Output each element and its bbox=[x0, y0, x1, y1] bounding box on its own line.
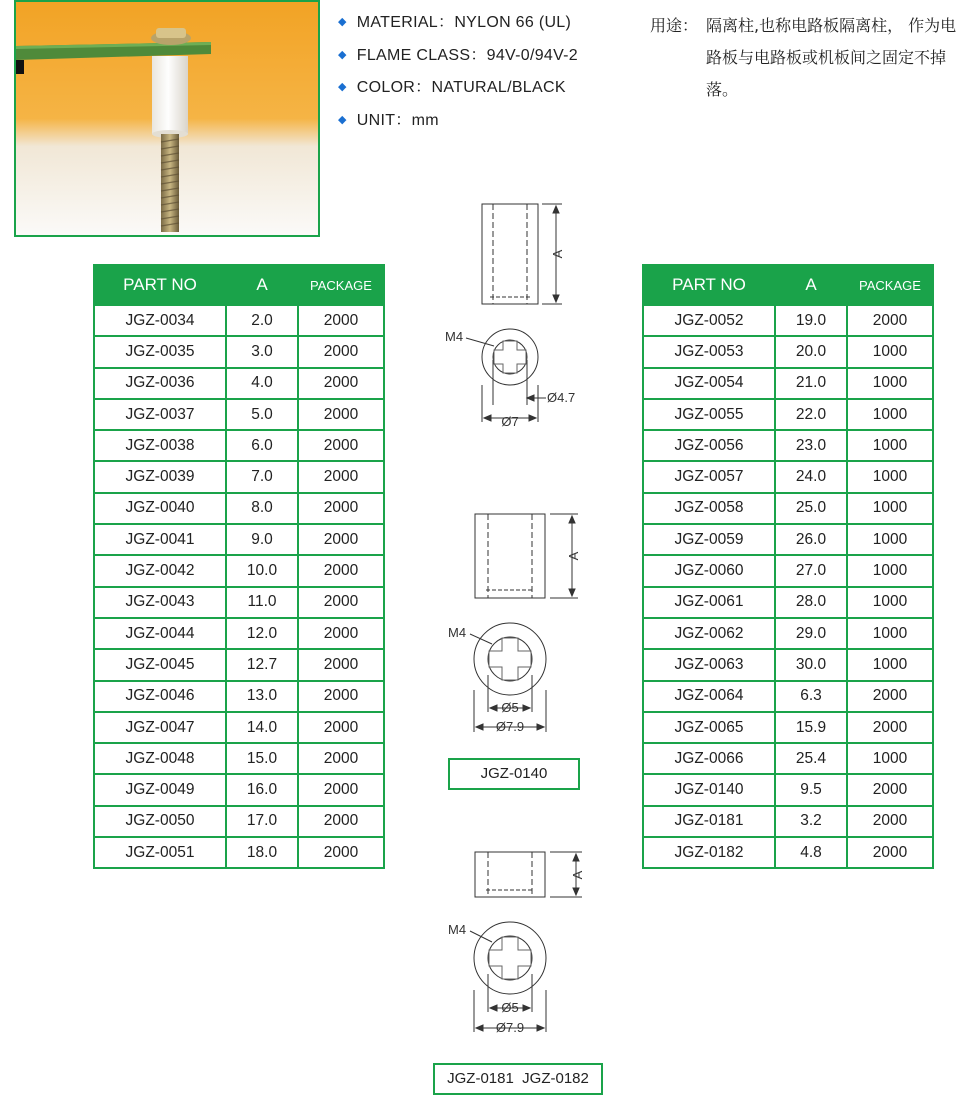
cell-package: 1000 bbox=[847, 743, 933, 774]
cell-a: 24.0 bbox=[775, 461, 847, 492]
part-table-right bbox=[642, 264, 934, 869]
table-row bbox=[94, 712, 384, 743]
table-row bbox=[643, 430, 933, 461]
cell-a: 28.0 bbox=[775, 587, 847, 618]
cell-part-no: JGZ-0056 bbox=[643, 430, 775, 461]
thread-label: M4 bbox=[448, 625, 467, 640]
cell-a: 3.2 bbox=[775, 806, 847, 837]
cell-part-no: JGZ-0050 bbox=[94, 806, 226, 837]
header-a: A bbox=[226, 265, 298, 305]
diamond-bullet-icon: ◆ bbox=[338, 48, 347, 61]
cell-package: 2000 bbox=[298, 524, 384, 555]
cell-package: 1000 bbox=[847, 618, 933, 649]
cell-part-no: JGZ-0038 bbox=[94, 430, 226, 461]
cell-package: 2000 bbox=[298, 806, 384, 837]
inner-diameter-label: Ø5 bbox=[501, 1000, 519, 1015]
technical-drawings bbox=[430, 190, 600, 1070]
cell-a: 10.0 bbox=[226, 555, 298, 586]
table-row bbox=[94, 399, 384, 430]
cell-package: 2000 bbox=[847, 305, 933, 336]
spec-color: ◆ COLOR：NATURAL/BLACK bbox=[338, 79, 566, 96]
cell-part-no: JGZ-0042 bbox=[94, 555, 226, 586]
cell-a: 25.0 bbox=[775, 493, 847, 524]
cell-part-no: JGZ-0063 bbox=[643, 649, 775, 680]
cell-a: 30.0 bbox=[775, 649, 847, 680]
cell-a: 27.0 bbox=[775, 555, 847, 586]
table-row bbox=[643, 336, 933, 367]
cell-a: 6.3 bbox=[775, 681, 847, 712]
cell-part-no: JGZ-0065 bbox=[643, 712, 775, 743]
cell-package: 2000 bbox=[298, 305, 384, 336]
table-row bbox=[643, 524, 933, 555]
cell-package: 2000 bbox=[847, 681, 933, 712]
cell-a: 22.0 bbox=[775, 399, 847, 430]
outer-diameter-label: Ø7.9 bbox=[495, 719, 525, 734]
cell-part-no: JGZ-0053 bbox=[643, 336, 775, 367]
drawing-1-side-view bbox=[482, 204, 565, 304]
cell-package: 1000 bbox=[847, 649, 933, 680]
outer-diameter-label: Ø7.9 bbox=[495, 1020, 525, 1035]
cell-part-no: JGZ-0048 bbox=[94, 743, 226, 774]
cell-package: 1000 bbox=[847, 555, 933, 586]
table-row bbox=[94, 430, 384, 461]
cell-package: 1000 bbox=[847, 524, 933, 555]
cell-part-no: JGZ-0064 bbox=[643, 681, 775, 712]
cell-package: 2000 bbox=[298, 430, 384, 461]
cell-part-no: JGZ-0045 bbox=[94, 649, 226, 680]
cell-part-no: JGZ-0052 bbox=[643, 305, 775, 336]
header-package: PACKAGE bbox=[298, 265, 384, 305]
cell-a: 7.0 bbox=[226, 461, 298, 492]
table-row bbox=[643, 461, 933, 492]
cell-a: 3.0 bbox=[226, 336, 298, 367]
cell-package: 1000 bbox=[847, 587, 933, 618]
cell-part-no: JGZ-0062 bbox=[643, 618, 775, 649]
table-row bbox=[643, 305, 933, 336]
cell-a: 4.8 bbox=[775, 837, 847, 868]
cell-a: 9.5 bbox=[775, 774, 847, 805]
cell-part-no: JGZ-0060 bbox=[643, 555, 775, 586]
table-row bbox=[94, 837, 384, 868]
cell-a: 9.0 bbox=[226, 524, 298, 555]
drawing-1-end-view bbox=[445, 329, 575, 429]
dimension-a-label: A bbox=[570, 870, 585, 880]
outer-diameter-label: Ø7 bbox=[501, 414, 519, 429]
table-header-row bbox=[94, 265, 384, 305]
spec-list bbox=[338, 12, 578, 142]
inner-diameter-label: Ø4.7 bbox=[547, 390, 576, 405]
cell-part-no: JGZ-0181 bbox=[643, 806, 775, 837]
cell-package: 2000 bbox=[298, 368, 384, 399]
drawing-3-caption: JGZ-0181 JGZ-0182 bbox=[433, 1063, 603, 1095]
cell-package: 2000 bbox=[298, 461, 384, 492]
cell-part-no: JGZ-0034 bbox=[94, 305, 226, 336]
cell-part-no: JGZ-0059 bbox=[643, 524, 775, 555]
cell-a: 13.0 bbox=[226, 681, 298, 712]
drawing-2-side-view bbox=[475, 514, 581, 598]
cell-package: 2000 bbox=[298, 712, 384, 743]
cell-a: 12.7 bbox=[226, 649, 298, 680]
cell-part-no: JGZ-0066 bbox=[643, 743, 775, 774]
cell-package: 2000 bbox=[298, 399, 384, 430]
spec-unit: ◆ UNIT：mm bbox=[338, 111, 439, 129]
table-row bbox=[94, 336, 384, 367]
cell-a: 6.0 bbox=[226, 430, 298, 461]
cell-part-no: JGZ-0054 bbox=[643, 368, 775, 399]
table-header-row bbox=[643, 265, 933, 305]
table-row bbox=[94, 649, 384, 680]
header-a: A bbox=[775, 265, 847, 305]
part-table-left bbox=[93, 264, 385, 869]
cell-a: 29.0 bbox=[775, 618, 847, 649]
table-row bbox=[643, 712, 933, 743]
cell-a: 26.0 bbox=[775, 524, 847, 555]
cell-package: 1000 bbox=[847, 368, 933, 399]
cell-part-no: JGZ-0140 bbox=[643, 774, 775, 805]
table-row bbox=[643, 587, 933, 618]
cell-package: 1000 bbox=[847, 461, 933, 492]
cell-package: 1000 bbox=[847, 430, 933, 461]
table-row bbox=[643, 743, 933, 774]
drawing-2-end-view bbox=[448, 623, 546, 734]
cell-part-no: JGZ-0036 bbox=[94, 368, 226, 399]
dimension-a-label: A bbox=[566, 551, 581, 561]
cell-part-no: JGZ-0037 bbox=[94, 399, 226, 430]
header-part-no: PART NO bbox=[94, 265, 226, 305]
cell-a: 12.0 bbox=[226, 618, 298, 649]
diamond-bullet-icon: ◆ bbox=[338, 113, 347, 126]
table-row bbox=[94, 555, 384, 586]
spec-material: ◆ MATERIAL：NYLON 66 (UL) bbox=[338, 14, 572, 31]
cell-part-no: JGZ-0051 bbox=[94, 837, 226, 868]
spec-flame-class: ◆ FLAME CLASS：94V-0/94V-2 bbox=[338, 46, 579, 64]
cell-package: 2000 bbox=[298, 774, 384, 805]
cell-a: 8.0 bbox=[226, 493, 298, 524]
cell-part-no: JGZ-0040 bbox=[94, 493, 226, 524]
cell-package: 2000 bbox=[847, 774, 933, 805]
table-row bbox=[94, 587, 384, 618]
cell-package: 2000 bbox=[298, 336, 384, 367]
table-row bbox=[643, 681, 933, 712]
cell-a: 15.9 bbox=[775, 712, 847, 743]
table-row bbox=[94, 743, 384, 774]
cell-a: 23.0 bbox=[775, 430, 847, 461]
diamond-bullet-icon: ◆ bbox=[338, 81, 347, 93]
cell-part-no: JGZ-0182 bbox=[643, 837, 775, 868]
cell-package: 2000 bbox=[298, 681, 384, 712]
table-row bbox=[643, 368, 933, 399]
table-row bbox=[643, 649, 933, 680]
cell-package: 2000 bbox=[298, 837, 384, 868]
cell-part-no: JGZ-0058 bbox=[643, 493, 775, 524]
cell-part-no: JGZ-0039 bbox=[94, 461, 226, 492]
cell-part-no: JGZ-0046 bbox=[94, 681, 226, 712]
table-row bbox=[94, 493, 384, 524]
cell-package: 2000 bbox=[298, 587, 384, 618]
cell-package: 2000 bbox=[298, 743, 384, 774]
cell-a: 18.0 bbox=[226, 837, 298, 868]
table-row bbox=[643, 774, 933, 805]
drawing-2-caption: JGZ-0140 bbox=[448, 758, 580, 790]
cell-a: 15.0 bbox=[226, 743, 298, 774]
table-row bbox=[643, 493, 933, 524]
table-row bbox=[94, 806, 384, 837]
cell-package: 1000 bbox=[847, 493, 933, 524]
cell-a: 11.0 bbox=[226, 587, 298, 618]
cell-package: 2000 bbox=[298, 649, 384, 680]
cell-package: 2000 bbox=[847, 712, 933, 743]
cell-part-no: JGZ-0057 bbox=[643, 461, 775, 492]
cell-a: 2.0 bbox=[226, 305, 298, 336]
cell-part-no: JGZ-0043 bbox=[94, 587, 226, 618]
cell-part-no: JGZ-0061 bbox=[643, 587, 775, 618]
table-row bbox=[94, 774, 384, 805]
cell-a: 14.0 bbox=[226, 712, 298, 743]
cell-package: 2000 bbox=[298, 618, 384, 649]
cell-part-no: JGZ-0041 bbox=[94, 524, 226, 555]
usage-label: 用途： bbox=[650, 16, 699, 35]
cell-package: 2000 bbox=[298, 493, 384, 524]
cell-part-no: JGZ-0055 bbox=[643, 399, 775, 430]
table-row bbox=[643, 555, 933, 586]
table-row bbox=[643, 618, 933, 649]
spacer-photo-illustration bbox=[16, 2, 318, 235]
diamond-bullet-icon: ◆ bbox=[338, 16, 347, 28]
table-row bbox=[94, 681, 384, 712]
header-part-no: PART NO bbox=[643, 265, 775, 305]
header-package: PACKAGE bbox=[847, 265, 933, 305]
cell-package: 2000 bbox=[847, 837, 933, 868]
cell-a: 20.0 bbox=[775, 336, 847, 367]
table-row bbox=[643, 806, 933, 837]
cell-part-no: JGZ-0047 bbox=[94, 712, 226, 743]
cell-a: 5.0 bbox=[226, 399, 298, 430]
cell-a: 21.0 bbox=[775, 368, 847, 399]
table-row bbox=[94, 368, 384, 399]
cell-package: 2000 bbox=[298, 555, 384, 586]
thread-label: M4 bbox=[445, 329, 464, 344]
drawing-3-side-view bbox=[475, 852, 585, 897]
cell-part-no: JGZ-0044 bbox=[94, 618, 226, 649]
cell-package: 2000 bbox=[847, 806, 933, 837]
product-photo bbox=[14, 0, 320, 237]
usage-text: 隔离柱,也称电路板隔离柱， 作为电路板与电路板或机板间之固定不掉落。 bbox=[706, 16, 957, 99]
drawing-3-end-view bbox=[448, 922, 546, 1035]
table-row bbox=[94, 461, 384, 492]
cell-a: 19.0 bbox=[775, 305, 847, 336]
cell-package: 1000 bbox=[847, 336, 933, 367]
table-row bbox=[643, 837, 933, 868]
dimension-a-label: A bbox=[550, 249, 565, 259]
table-row bbox=[94, 524, 384, 555]
thread-label: M4 bbox=[448, 922, 467, 937]
cell-a: 4.0 bbox=[226, 368, 298, 399]
cell-a: 25.4 bbox=[775, 743, 847, 774]
cell-a: 17.0 bbox=[226, 806, 298, 837]
cell-part-no: JGZ-0049 bbox=[94, 774, 226, 805]
table-row bbox=[643, 399, 933, 430]
cell-a: 16.0 bbox=[226, 774, 298, 805]
table-row bbox=[94, 305, 384, 336]
table-row bbox=[94, 618, 384, 649]
inner-diameter-label: Ø5 bbox=[501, 700, 519, 715]
cell-part-no: JGZ-0035 bbox=[94, 336, 226, 367]
cell-package: 1000 bbox=[847, 399, 933, 430]
